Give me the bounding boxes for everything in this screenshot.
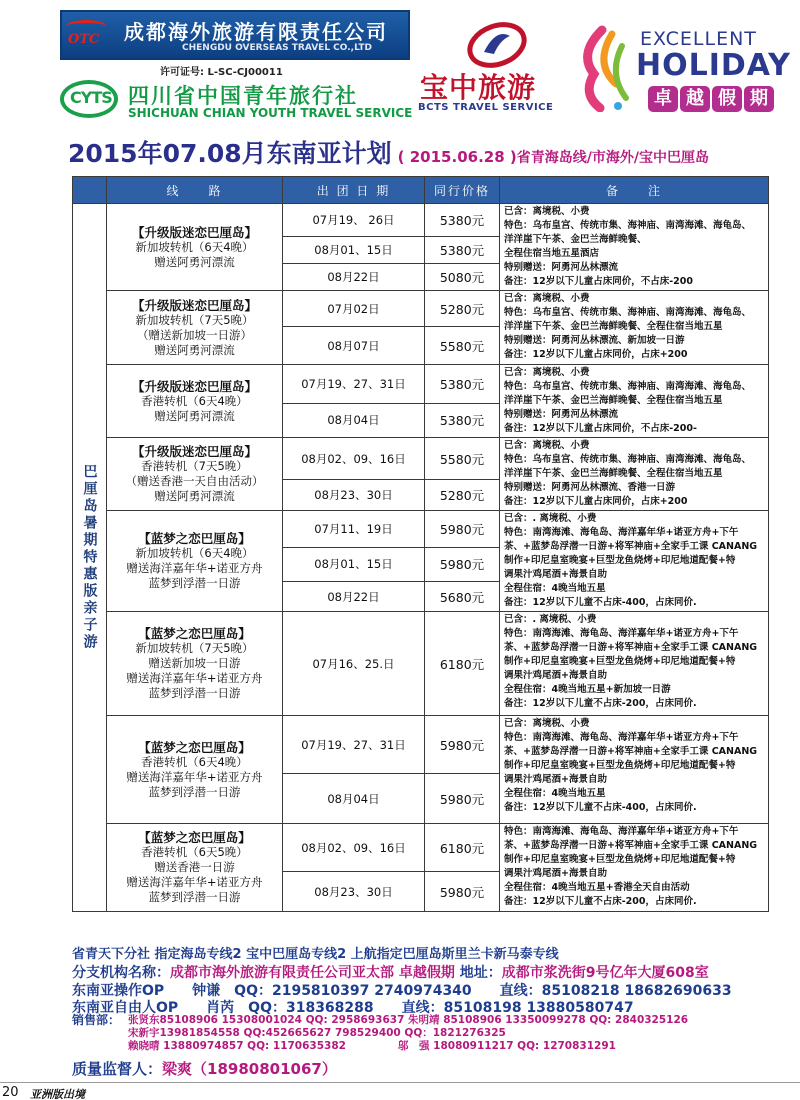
table-row [73, 365, 769, 404]
note-line: 制作+印尼皇室晚宴+巨型龙鱼烧烤+印尼地道配餐+特 [504, 854, 736, 865]
note-line: 特别赠送：阿勇河丛林漂流、香港一日游 [504, 482, 676, 493]
route-line: 新加坡转机（6天4晚） [135, 546, 254, 560]
route-title: 【升级版迷恋巴厘岛】 [131, 297, 257, 313]
page-title [68, 134, 788, 168]
note-line: 特色：南湾海滩、海龟岛、海洋嘉年华+诺亚方舟+下午 [504, 826, 739, 837]
note-line: 特别赠送：阿勇河丛林漂流 [504, 262, 619, 273]
note-line: 已含：. 离境税、小费 [504, 513, 597, 524]
note-line: 制作+印尼皇室晚宴+巨型龙鱼烧烤+印尼地道配餐+特 [504, 656, 736, 667]
title-tail: 省青海岛线/市海外/宝中巴厘岛 [516, 150, 709, 166]
note-line: 洋洋崖下午茶、金巴兰海鲜晚餐、全程住宿当地五星 [504, 468, 723, 479]
note-line: 洋洋崖下午茶、金巴兰海鲜晚餐、全程住宿当地五星 [504, 321, 723, 332]
route-line: 蓝梦到浮潜一日游 [148, 784, 241, 799]
route-line: 赠送阿勇河漂流 [154, 408, 235, 423]
note-line: 已含：离境税、小费 [504, 367, 590, 378]
note-line: 备注：12岁以下儿童不占床-400，占床同价. [504, 597, 697, 608]
note-line: 调果汁鸡尾酒+海景自助 [504, 670, 607, 681]
trade-price: 5080元 [425, 264, 500, 291]
table-row [73, 824, 769, 872]
note-line: 全程住宿：4晚当地五星+香港全天自由活动 [504, 882, 690, 893]
route-line: 新加坡转机（6天4晚） [135, 239, 254, 254]
trade-price: 5980元 [425, 511, 500, 548]
note-line: 备注：12岁以下儿童占床同价，占床+200 [504, 496, 688, 507]
route-line: 蓝梦到浮潜一日游 [148, 890, 241, 904]
table-row [73, 716, 769, 774]
route-line: 蓝梦到浮潜一日游 [148, 686, 241, 700]
company2-en-name: SHICHUAN CHIAN YOUTH TRAVEL SERVICE [128, 106, 413, 120]
side-label-cell [73, 204, 107, 912]
trade-price: 5980元 [425, 716, 500, 774]
route-cell [107, 204, 283, 291]
notes-cell [500, 716, 769, 824]
route-line: 香港转机（6天5晚） [141, 845, 248, 859]
departure-date: 07月19、27、31日 [283, 716, 425, 774]
trade-price: 6180元 [425, 824, 500, 872]
note-line: 茶、+蓝梦岛浮潜一日游+将军神庙+全家手工课 CANANG [504, 746, 758, 757]
note-line: 特色：南湾海滩、海龟岛、海洋嘉年华+诺亚方舟+下午 [504, 732, 739, 743]
otc-swoosh-icon [66, 20, 106, 32]
note-line: 特别赠送：阿勇河丛林漂流 [504, 409, 619, 420]
route-cell [107, 824, 283, 912]
page-footer [0, 1082, 800, 1100]
departure-date: 07月19、 26日 [283, 204, 425, 237]
note-line: 已含：. 离境税、小费 [504, 614, 597, 625]
trade-price: 5980元 [425, 774, 500, 824]
page-number: 20 [2, 1085, 19, 1100]
note-line: 特色：乌布皇宫、传统市集、海神庙、南湾海滩、海龟岛、 [504, 307, 752, 318]
note-line: 特色：南湾海滩、海龟岛、海洋嘉年华+诺亚方舟+下午 [504, 527, 739, 538]
note-line: 茶、+蓝梦岛浮潜一日游+将军神庙+全家手工课 CANANG [504, 541, 758, 552]
route-line: 香港转机（7天5晚） [141, 459, 248, 473]
departure-date: 08月22日 [283, 264, 425, 291]
route-title: 【蓝梦之恋巴厘岛】 [138, 830, 251, 845]
route-line: 赠送海洋嘉年华+诺亚方舟 [126, 671, 263, 685]
route-line: 香港转机（6天4晚） [141, 393, 248, 408]
footer-branch [72, 962, 792, 982]
address-value: 成都市浆洗街9号亿年大厦608室 [501, 965, 709, 981]
holiday-en-line1: EXCELLENT [640, 28, 757, 50]
notes-cell [500, 438, 769, 511]
table-header-row [73, 177, 769, 204]
note-line: 茶、+蓝梦岛浮潜一日游+将军神庙+全家手工课 CANANG [504, 642, 758, 653]
holiday-cn-char: 越 [680, 86, 710, 112]
notes-cell [500, 365, 769, 438]
note-line: 制作+印尼皇室晚宴+巨型龙鱼烧烤+印尼地道配餐+特 [504, 760, 736, 771]
sales-line: 邬 强 18080911217 QQ: 1270831291 [398, 1040, 616, 1052]
route-cell [107, 716, 283, 824]
trade-price: 5380元 [425, 204, 500, 237]
license-number: 许可证号: L-SC-CJ00011 [160, 67, 283, 78]
route-line: 赠送阿勇河漂流 [154, 342, 235, 357]
route-line: 赠送海洋嘉年华+诺亚方舟 [126, 561, 263, 575]
note-line: 备注：12岁以下儿童占床同价，不占床-200- [504, 423, 697, 434]
note-line: 备注：12岁以下儿童不占床-200，占床同价. [504, 896, 697, 907]
route-line: 新加坡转机（7天5晚） [135, 312, 254, 327]
note-line: 已含：离境税、小费 [504, 718, 590, 729]
table-row [73, 511, 769, 548]
header-notes: 备 注 [500, 177, 769, 204]
holiday-cn-char: 期 [744, 86, 774, 112]
note-line: 调果汁鸡尾酒+海景自助 [504, 774, 607, 785]
route-title: 【升级版迷恋巴厘岛】 [131, 378, 257, 394]
note-line: 全程住宿：4晚当地五星 [504, 583, 606, 594]
note-line: 备注：12岁以下儿童不占床-400，占床同价. [504, 802, 697, 813]
route-title: 【升级版迷恋巴厘岛】 [131, 444, 257, 459]
route-line: 赠送海洋嘉年华+诺亚方舟 [126, 769, 263, 784]
route-line: 赠送海洋嘉年华+诺亚方舟 [126, 875, 263, 889]
notes-cell [500, 511, 769, 612]
notes-cell [500, 612, 769, 716]
table-row [73, 204, 769, 237]
sales-line: 张贤东85108906 15308001024 QQ: 2958693637 朱明靖 85108906 13350099278 QQ: 2840325126 [128, 1014, 689, 1026]
holiday-cn-badges [648, 86, 774, 112]
bcts-logo-icon [466, 22, 528, 68]
footer-routes: 省青天下分社 指定海岛专线2 宝中巴厘岛专线2 上航指定巴厘岛斯里兰卡新马泰专线 [72, 947, 559, 962]
company1-en-name: CHENGDU OVERSEAS TRAVEL CO.,LTD [182, 43, 372, 53]
note-line: 已含：离境税、小费 [504, 206, 590, 217]
title-main: 2015年07.08月东南亚计划 [68, 139, 392, 168]
side-label: 巴厘岛暑期特惠版亲子游 [81, 464, 98, 651]
trade-price: 6180元 [425, 612, 500, 716]
route-line: 赠送新加坡一日游 [148, 656, 241, 670]
itinerary-table [72, 176, 769, 912]
note-line: 特色：乌布皇宫、传统市集、海神庙、南湾海滩、海龟岛、 [504, 454, 752, 465]
sales-line: 赖晓晴 13880974857 QQ: 1170635382 [128, 1040, 346, 1052]
departure-date: 07月19、27、31日 [283, 365, 425, 404]
route-line: （赠送新加坡一日游） [137, 327, 252, 342]
departure-date: 08月02、09、16日 [283, 824, 425, 872]
route-line: 新加坡转机（7天5晚） [135, 641, 254, 655]
route-title: 【升级版迷恋巴厘岛】 [131, 224, 257, 240]
note-line: 调果汁鸡尾酒+海景自助 [504, 569, 607, 580]
note-line: 备注：12岁以下儿童占床同价，不占床-200 [504, 276, 693, 287]
notes-cell [500, 291, 769, 365]
company3-en-name: BCTS TRAVEL SERVICE [418, 102, 554, 113]
header-date: 出 团 日 期 [283, 177, 425, 204]
route-line: （赠送香港一天自由活动） [125, 474, 264, 488]
note-line: 特色：南湾海滩、海龟岛、海洋嘉年华+诺亚方舟+下午 [504, 628, 739, 639]
page-label: 亚洲版出境 [30, 1088, 85, 1100]
route-title: 【蓝梦之恋巴厘岛】 [138, 626, 251, 641]
route-line: 赠送阿勇河漂流 [154, 254, 235, 269]
route-cell [107, 612, 283, 716]
branch-label: 分支机构名称： [72, 965, 170, 981]
table-row [73, 438, 769, 480]
holiday-cn-char: 卓 [648, 86, 678, 112]
excellent-holiday-logo-icon [572, 24, 634, 112]
departure-date: 08月04日 [283, 403, 425, 437]
note-line: 茶、+蓝梦岛浮潜一日游+将军神庙+全家手工课 CANANG [504, 840, 758, 851]
trade-price: 5580元 [425, 438, 500, 480]
footer-op-free-travel: 东南亚自由人OP 肖芮 QQ：318368288 直线：85108198 13880580747 [72, 1000, 634, 1016]
departure-date: 07月16、25.日 [283, 612, 425, 716]
note-line: 特别赠送：阿勇河丛林漂流、新加坡一日游 [504, 335, 685, 346]
trade-price: 5280元 [425, 480, 500, 511]
departure-date: 08月07日 [283, 327, 425, 365]
otc-logo-text: OTC [68, 32, 100, 47]
header-price: 同行价格 [425, 177, 500, 204]
route-line: 香港转机（6天4晚） [141, 754, 248, 769]
departure-date: 08月04日 [283, 774, 425, 824]
departure-date: 08月01、15日 [283, 237, 425, 264]
departure-date: 08月23、30日 [283, 480, 425, 511]
route-line: 蓝梦到浮潜一日游 [148, 576, 241, 590]
quality-value: 梁爽（18980801067） [162, 1060, 337, 1078]
route-cell [107, 291, 283, 365]
note-line: 全程住宿当地五星酒店 [504, 248, 600, 259]
company3-cn-name: 宝中旅游 [420, 71, 537, 104]
footer-op-southeast-asia: 东南亚操作OP 钟谦 QQ：2195810397 2740974340 直线：85108218 18682690633 [72, 983, 732, 999]
branch-value: 成都市海外旅游有限责任公司亚太部 卓越假期 [170, 965, 455, 981]
note-line: 备注：12岁以下儿童占床同价，占床+200 [504, 349, 688, 360]
trade-price: 5380元 [425, 403, 500, 437]
note-line: 特色：乌布皇宫、传统市集、海神庙、南湾海滩、海龟岛、 [504, 381, 752, 392]
note-line: 已含：离境税、小费 [504, 440, 590, 451]
departure-date: 07月02日 [283, 291, 425, 327]
note-line: 特色：乌布皇宫、传统市集、海神庙、南湾海滩、海龟岛、 [504, 220, 752, 231]
route-title: 【蓝梦之恋巴厘岛】 [138, 531, 251, 546]
trade-price: 5980元 [425, 872, 500, 912]
holiday-cn-char: 假 [712, 86, 742, 112]
table-row [73, 291, 769, 327]
sales-label: 销售部： [72, 1013, 121, 1027]
route-cell [107, 365, 283, 438]
notes-cell [500, 204, 769, 291]
route-line: 赠送阿勇河漂流 [154, 489, 235, 503]
note-line: 洋洋崖下午茶、金巴兰海鲜晚餐、 [504, 234, 647, 245]
route-cell [107, 438, 283, 511]
notes-cell [500, 824, 769, 912]
holiday-en-line2: HOLIDAY [636, 48, 791, 83]
note-line: 洋洋崖下午茶、金巴兰海鲜晚餐、全程住宿当地五星 [504, 395, 723, 406]
address-label: 地址： [459, 965, 502, 981]
route-line: 赠送香港一日游 [154, 860, 235, 874]
trade-price: 5280元 [425, 291, 500, 327]
note-line: 备注：12岁以下儿童不占床-200，占床同价. [504, 698, 697, 709]
cyts-logo-icon: CYTS [60, 80, 118, 118]
table-row [73, 612, 769, 716]
note-line: 全程住宿：4晚当地五星+新加坡一日游 [504, 684, 671, 695]
departure-date: 08月02、09、16日 [283, 438, 425, 480]
header-route: 线 路 [107, 177, 283, 204]
title-date: ( 2015.06.28 ) [397, 148, 517, 166]
note-line: 调果汁鸡尾酒+海景自助 [504, 868, 607, 879]
trade-price: 5380元 [425, 365, 500, 404]
departure-date: 08月01、15日 [283, 547, 425, 581]
trade-price: 5980元 [425, 547, 500, 581]
company1-cn-name: 成都海外旅游有限责任公司 [124, 20, 388, 44]
quality-label: 质量监督人： [72, 1060, 163, 1078]
note-line: 已含：离境税、小费 [504, 293, 590, 304]
departure-date: 08月23、30日 [283, 872, 425, 912]
route-title: 【蓝梦之恋巴厘岛】 [138, 739, 251, 755]
departure-date: 08月22日 [283, 582, 425, 612]
departure-date: 07月11、19日 [283, 511, 425, 548]
route-cell [107, 511, 283, 612]
sales-line: 宋新宇13981854558 QQ:452665627 798529400 QQ：1821276325 [128, 1027, 506, 1039]
note-line: 全程住宿：4晚当地五星 [504, 788, 606, 799]
chengdu-overseas-logo [60, 10, 410, 60]
note-line: 制作+印尼皇室晚宴+巨型龙鱼烧烤+印尼地道配餐+特 [504, 555, 736, 566]
trade-price: 5680元 [425, 582, 500, 612]
trade-price: 5380元 [425, 237, 500, 264]
footer-quality [72, 1058, 792, 1079]
trade-price: 5580元 [425, 327, 500, 365]
company2-cn-name: 四川省中国青年旅行社 [128, 83, 358, 108]
header-cell-blank [73, 177, 107, 204]
